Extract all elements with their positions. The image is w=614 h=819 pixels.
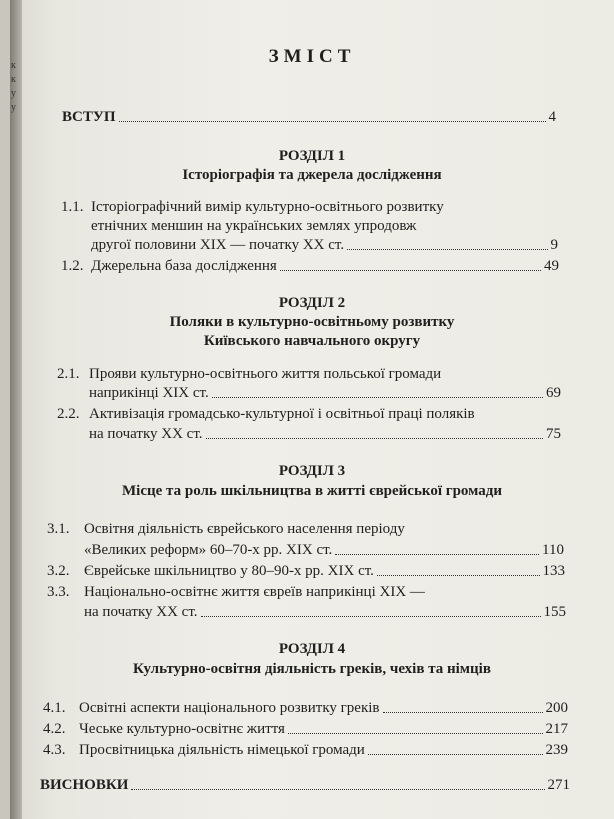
toc-entry-row bbox=[84, 562, 565, 580]
toc-conclusions-page: 271 bbox=[547, 777, 570, 793]
facing-page-edge bbox=[10, 0, 22, 819]
section-heading-4: РОЗДІЛ 4 bbox=[278, 641, 346, 657]
toc-entry-number: 3.2. bbox=[47, 563, 70, 579]
toc-intro-page: 4 bbox=[548, 109, 556, 125]
toc-entry-title: Історіографічний вимір культурно-освітнього розвитку bbox=[91, 199, 444, 215]
toc-entry-page: 69 bbox=[546, 385, 561, 401]
toc-entry-title: Прояви культурно-освітнього життя польської громади bbox=[89, 366, 442, 382]
toc-entry-title: наприкінці XIX ст. bbox=[89, 385, 209, 401]
leader-dots bbox=[347, 249, 547, 250]
leader-dots bbox=[201, 616, 541, 617]
toc-entry-page: 110 bbox=[542, 542, 564, 558]
section-subtitle-3: Місце та роль шкільництва в житті єврейської громади bbox=[122, 483, 502, 499]
toc-entry-number: 1.1. bbox=[61, 199, 84, 215]
toc-entry-title: на початку XX ст. bbox=[84, 604, 198, 620]
toc-conclusions-label: ВИСНОВКИ bbox=[40, 777, 129, 793]
toc-entry-number: 3.3. bbox=[47, 584, 70, 600]
toc-entry-number: 2.2. bbox=[57, 406, 80, 422]
edge-glyph: к bbox=[11, 74, 16, 85]
toc-entry-title: другої половини XIX — початку XX ст. bbox=[91, 237, 345, 253]
toc-entry-page: 200 bbox=[545, 700, 568, 716]
toc-entry-title: Чеське культурно-освітнє життя bbox=[79, 721, 285, 737]
section-heading-3: РОЗДІЛ 3 bbox=[278, 463, 346, 479]
toc-entry-title: Просвітницька діяльність німецької громади bbox=[79, 742, 365, 758]
toc-entry-number: 2.1. bbox=[57, 366, 80, 382]
toc-entry-page: 9 bbox=[550, 237, 558, 253]
toc-entry-page: 239 bbox=[545, 742, 568, 758]
toc-entry-title: Джерельна база дослідження bbox=[91, 258, 277, 274]
leader-dots bbox=[212, 397, 543, 398]
toc-entry-page: 49 bbox=[544, 258, 559, 274]
page-title: ЗМІСТ bbox=[268, 46, 356, 67]
toc-conclusions-row bbox=[40, 776, 570, 794]
toc-entry-row bbox=[89, 384, 561, 402]
leader-dots bbox=[335, 554, 539, 555]
leader-dots bbox=[206, 438, 543, 439]
toc-entry-row bbox=[79, 699, 568, 717]
toc-entry-number: 3.1. bbox=[47, 521, 70, 537]
leader-dots bbox=[131, 789, 544, 790]
section-heading-1: РОЗДІЛ 1 bbox=[278, 148, 346, 164]
section-subtitle-2: Київського навчального округу bbox=[203, 333, 421, 349]
toc-entry-row bbox=[91, 236, 558, 254]
toc-entry-row bbox=[84, 603, 566, 621]
toc-entry-title: Національно-освітнє життя євреїв наприкінці XIX — bbox=[84, 584, 425, 600]
edge-glyph: у bbox=[11, 88, 16, 99]
leader-dots bbox=[280, 270, 541, 271]
toc-intro-row bbox=[62, 108, 556, 126]
toc-entry-title: на початку XX ст. bbox=[89, 426, 203, 442]
toc-entry-number: 1.2. bbox=[61, 258, 84, 274]
toc-entry-number: 4.3. bbox=[43, 742, 66, 758]
section-heading-2: РОЗДІЛ 2 bbox=[278, 295, 346, 311]
section-subtitle-4: Культурно-освітня діяльність греків, чехів та німців bbox=[133, 661, 491, 677]
toc-intro-label: ВСТУП bbox=[62, 109, 116, 125]
toc-entry-row bbox=[84, 541, 564, 559]
leader-dots bbox=[383, 712, 543, 713]
toc-entry-title: «Великих реформ» 60–70-х рр. XIX ст. bbox=[84, 542, 333, 558]
book-page bbox=[10, 0, 614, 819]
edge-glyph: у bbox=[11, 102, 16, 113]
section-subtitle-2: Поляки в культурно-освітньому розвитку bbox=[169, 314, 455, 330]
leader-dots bbox=[119, 121, 546, 122]
toc-entry-row bbox=[79, 741, 568, 759]
edge-glyph: к bbox=[11, 60, 16, 71]
leader-dots bbox=[377, 575, 540, 576]
toc-entry-title: Освітня діяльність єврейського населення періоду bbox=[84, 521, 405, 537]
toc-entry-row bbox=[79, 720, 568, 738]
toc-entry-row bbox=[91, 257, 559, 275]
toc-entry-page: 133 bbox=[542, 563, 565, 579]
leader-dots bbox=[288, 733, 543, 734]
toc-entry-page: 75 bbox=[546, 426, 561, 442]
toc-entry-page: 217 bbox=[545, 721, 568, 737]
toc-entry-number: 4.2. bbox=[43, 721, 66, 737]
toc-entry-number: 4.1. bbox=[43, 700, 66, 716]
toc-entry-title: Освітні аспекти національного розвитку греків bbox=[79, 700, 380, 716]
toc-entry-title: Активізація громадсько-культурної і освітньої праці поляків bbox=[89, 406, 475, 422]
section-subtitle-1: Історіографія та джерела дослідження bbox=[182, 167, 442, 183]
leader-dots bbox=[368, 754, 543, 755]
toc-entry-row bbox=[89, 425, 561, 443]
toc-entry-title: етнічних меншин на українських землях упродовж bbox=[91, 218, 417, 234]
toc-entry-page: 155 bbox=[543, 604, 566, 620]
toc-entry-title: Єврейське шкільництво у 80–90-х рр. XIX ст. bbox=[84, 563, 374, 579]
